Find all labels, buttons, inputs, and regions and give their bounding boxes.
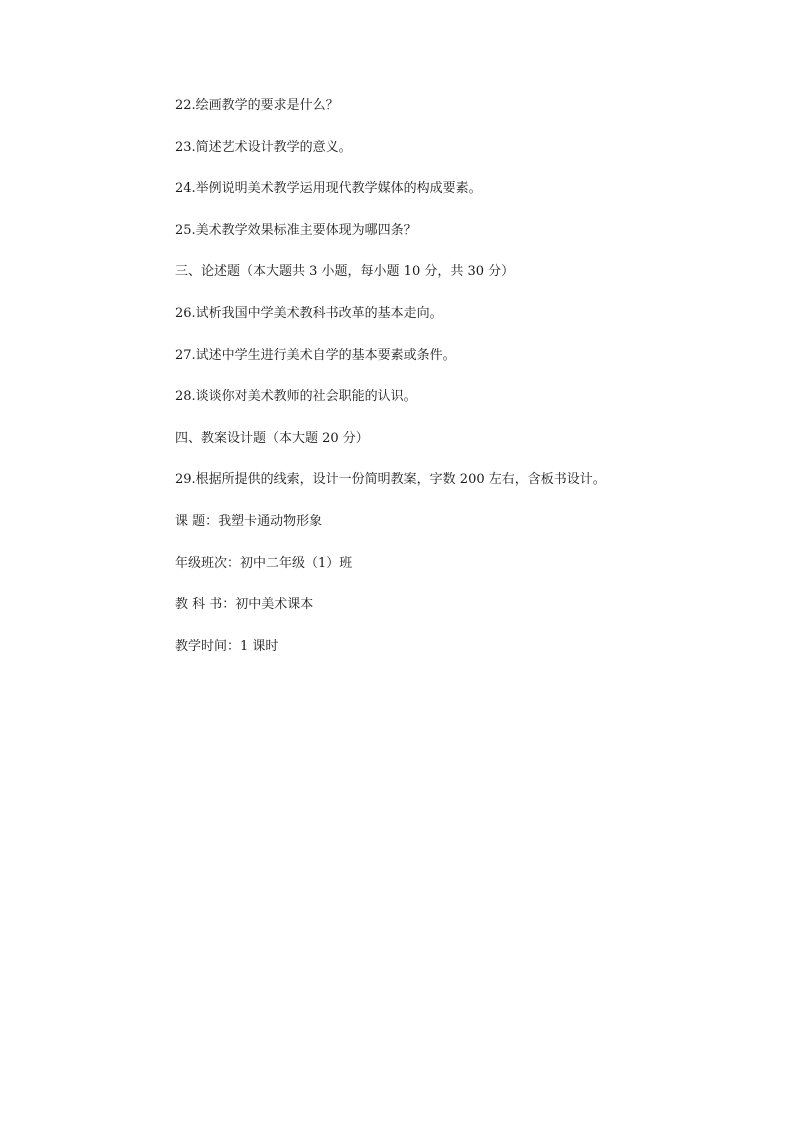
lesson-duration: 教学时间：1 课时: [175, 638, 279, 654]
question-26: 26.试析我国中学美术教科书改革的基本走向。: [175, 305, 443, 321]
question-23: 23.简述艺术设计教学的意义。: [175, 139, 352, 155]
question-24: 24.举例说明美术教学运用现代教学媒体的构成要素。: [175, 181, 482, 197]
question-28: 28.谈谈你对美术教师的社会职能的认识。: [175, 389, 417, 405]
lesson-grade-class: 年级班次：初中二年级（1）班: [175, 555, 353, 571]
question-29: 29.根据所提供的线索，设计一份简明教案，字数 200 左右，含板书设计。: [175, 472, 606, 488]
question-27: 27.试述中学生进行美术自学的基本要素或条件。: [175, 347, 456, 363]
document-body: [175, 96, 695, 678]
question-25: 25.美术教学效果标准主要体现为哪四条？: [175, 222, 417, 238]
question-22: 22.绘画教学的要求是什么？: [175, 98, 339, 113]
section-heading-essay: 三、论述题（本大题共 3 小题，每小题 10 分，共 30 分）: [175, 264, 515, 280]
section-heading-lesson-plan: 四、教案设计题（本大题 20 分）: [175, 430, 369, 446]
lesson-textbook: 教 科 书：初中美术课本: [175, 597, 314, 613]
lesson-topic: 课 题：我塑卡通动物形象: [175, 513, 323, 529]
